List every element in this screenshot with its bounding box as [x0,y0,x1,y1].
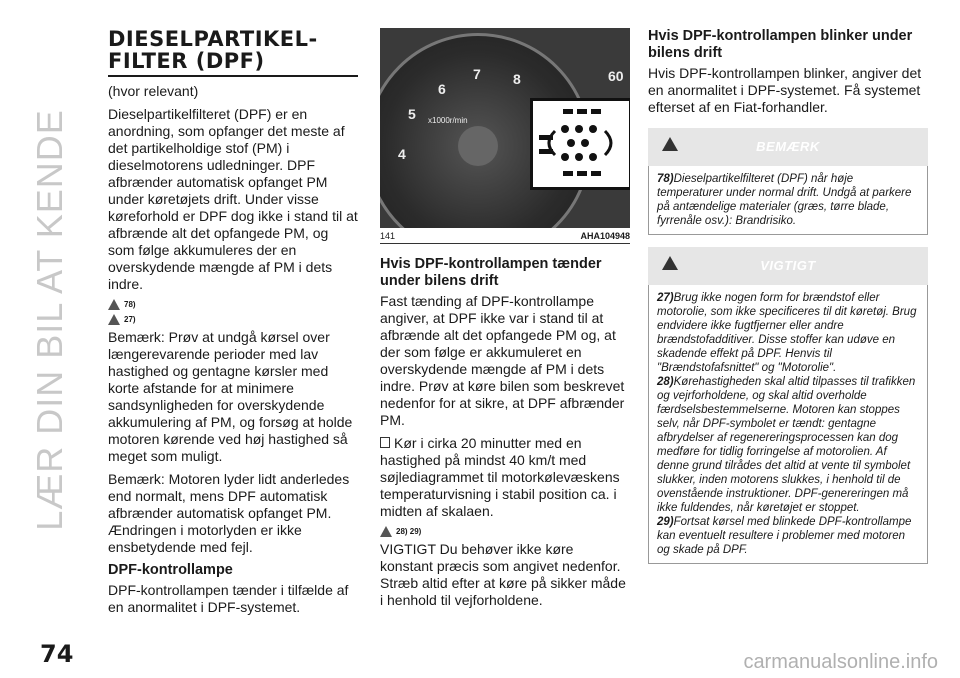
warning-ref: 27) [108,314,358,325]
note-paragraph: Bemærk: Prøv at undgå kørsel over længerevarende perioder med lav hastighed og gentagne kørsler med korte afstande for at minimere sandsynligheden for overskydende akkumulering af PM, og forsøg at holde motoren kørende ved høj hastighed så meget som muligt. [108,329,353,464]
paragraph: DPF-kontrollampen tænder i tilfælde af en anormalitet i DPF-systemet. [108,582,349,615]
bemaerk-header: BEMÆRK [648,128,928,166]
paragraph: Fast tænding af DPF-kontrollampe angiver, at DPF ikke var i stand til at afbrænde alt det opfangede PM og, at der som følge er akkumuleret en overskydende mængde af PM i dets indre. Prøv at køre bilen som beskrevet nedenfor for at sikre, at DPF afbrænder PM. [380,293,625,428]
bullet-item: Kør i cirka 20 minutter med en hastighed på mindst 40 km/t med søjlediagrammet til motorkølevæskens temperaturvisning i stabil position ca. i midten af skalaen. [380,435,620,519]
watermark: carmanualsonline.info [743,651,938,673]
subsection-heading: Hvis DPF-kontrollampen blinker under bilens drift [648,28,913,61]
warning-icon [380,526,392,537]
section-side-title: LÆR DIN BIL AT KENDE [29,109,70,531]
checkbox-bullet-icon [380,437,390,448]
note-paragraph: Bemærk: Motoren lyder lidt anderledes end normalt, mens DPF automatisk afbrænder automatisk opfanget PM. Ændringen i motorlyden er ikke ensbetydende med fejl. [108,471,350,555]
warning-icon [662,256,678,270]
vigtigt-header: VIGTIGT [648,247,928,285]
subsection-heading: Hvis DPF-kontrollampen tænder under bilens drift [380,256,602,289]
paragraph: VIGTIGT Du behøver ikke køre konstant præcis som angivet nedenfor. Stræb altid efter at køre på sikker måde i henhold til vejforholdene. [380,541,626,608]
paragraph: Hvis DPF-kontrollampen blinker, angiver det en anormalitet i DPF-systemet. Få systemet efterset af en Fiat-forhandler. [648,65,922,115]
tachometer-gauge: 4 5 6 7 8 x1000r/min [380,33,591,228]
warning-icon [108,299,120,310]
column-3 [648,28,928,564]
dashboard-figure: 4 5 6 7 8 x1000r/min 60 [380,28,630,228]
dpf-lamp-inset [530,98,630,190]
warning-icon [108,314,120,325]
bemaerk-box: 78)Dieselpartikelfilteret (DPF) når høje temperaturer under normal drift. Undgå at parkere på antændelige materialer (græs, tørre blade, fyrrenåle osv.): Brandrisiko. [648,166,928,235]
section-title: DIESELPARTIKEL- FILTER (DPF) [108,28,358,77]
warning-ref: 78) [108,299,358,310]
warning-icon [662,137,678,151]
figure-caption: 141 AHA104948 [380,228,630,244]
gauge-hub [458,126,498,166]
subsection-heading: DPF-kontrollampe [108,562,233,578]
column-2 [380,28,630,615]
dpf-warning-icon [533,101,629,187]
page-number: 74 [40,640,74,668]
column-1 [108,28,358,622]
intro-paragraph: Dieselpartikelfilteret (DPF) er en anordning, som opfanger det meste af det partikelholdige stof (PM) i dieselmotorens udledninger. DPF afbrænder automatisk opfanget PM under køretøjets drift. Under visse køreforhold er DPF dog ikke i stand til at afbrænde alt det opfangede PM, og som følge akkumuleres der en overskydende mængde af PM i dets indre. [108,106,358,292]
vigtigt-box: 27)Brug ikke nogen form for brændstof eller motorolie, som ikke specificeres til dit køretøj. Brug endvidere ikke fugtfjerner eller andre brændstofadditiver. Disse stoffer kan udøve en skadende effekt på DPF. Henvis til "Brændstofafsnittet" og "Motorolie". 28)Kørehastigheden skal altid tilpasses til trafikken og vejrforholdene, og skal altid overholde færdselsbestemmelserne. Motoren kan stoppes selv, når DPF-symbolet er tændt: gentagne afbrydelser af regenereringsprocessen kan dog medføre for tidlig forringelse af motorolien. Af denne grund tilrådes det altid at vente til symbolet slukker, inden motorens slukkes, i henhold til de ovenstående instruktioner. DPF-genereringen må ikke fuldendes, når køretøjet er stoppet. 29)Fortsat kørsel med blinkede DPF-kontrollampe kan eventuelt resultere i problemer med motoren og skade på DPF. [648,285,928,564]
warning-ref: 28) 29) [380,526,630,537]
subtitle: (hvor relevant) [108,83,199,99]
